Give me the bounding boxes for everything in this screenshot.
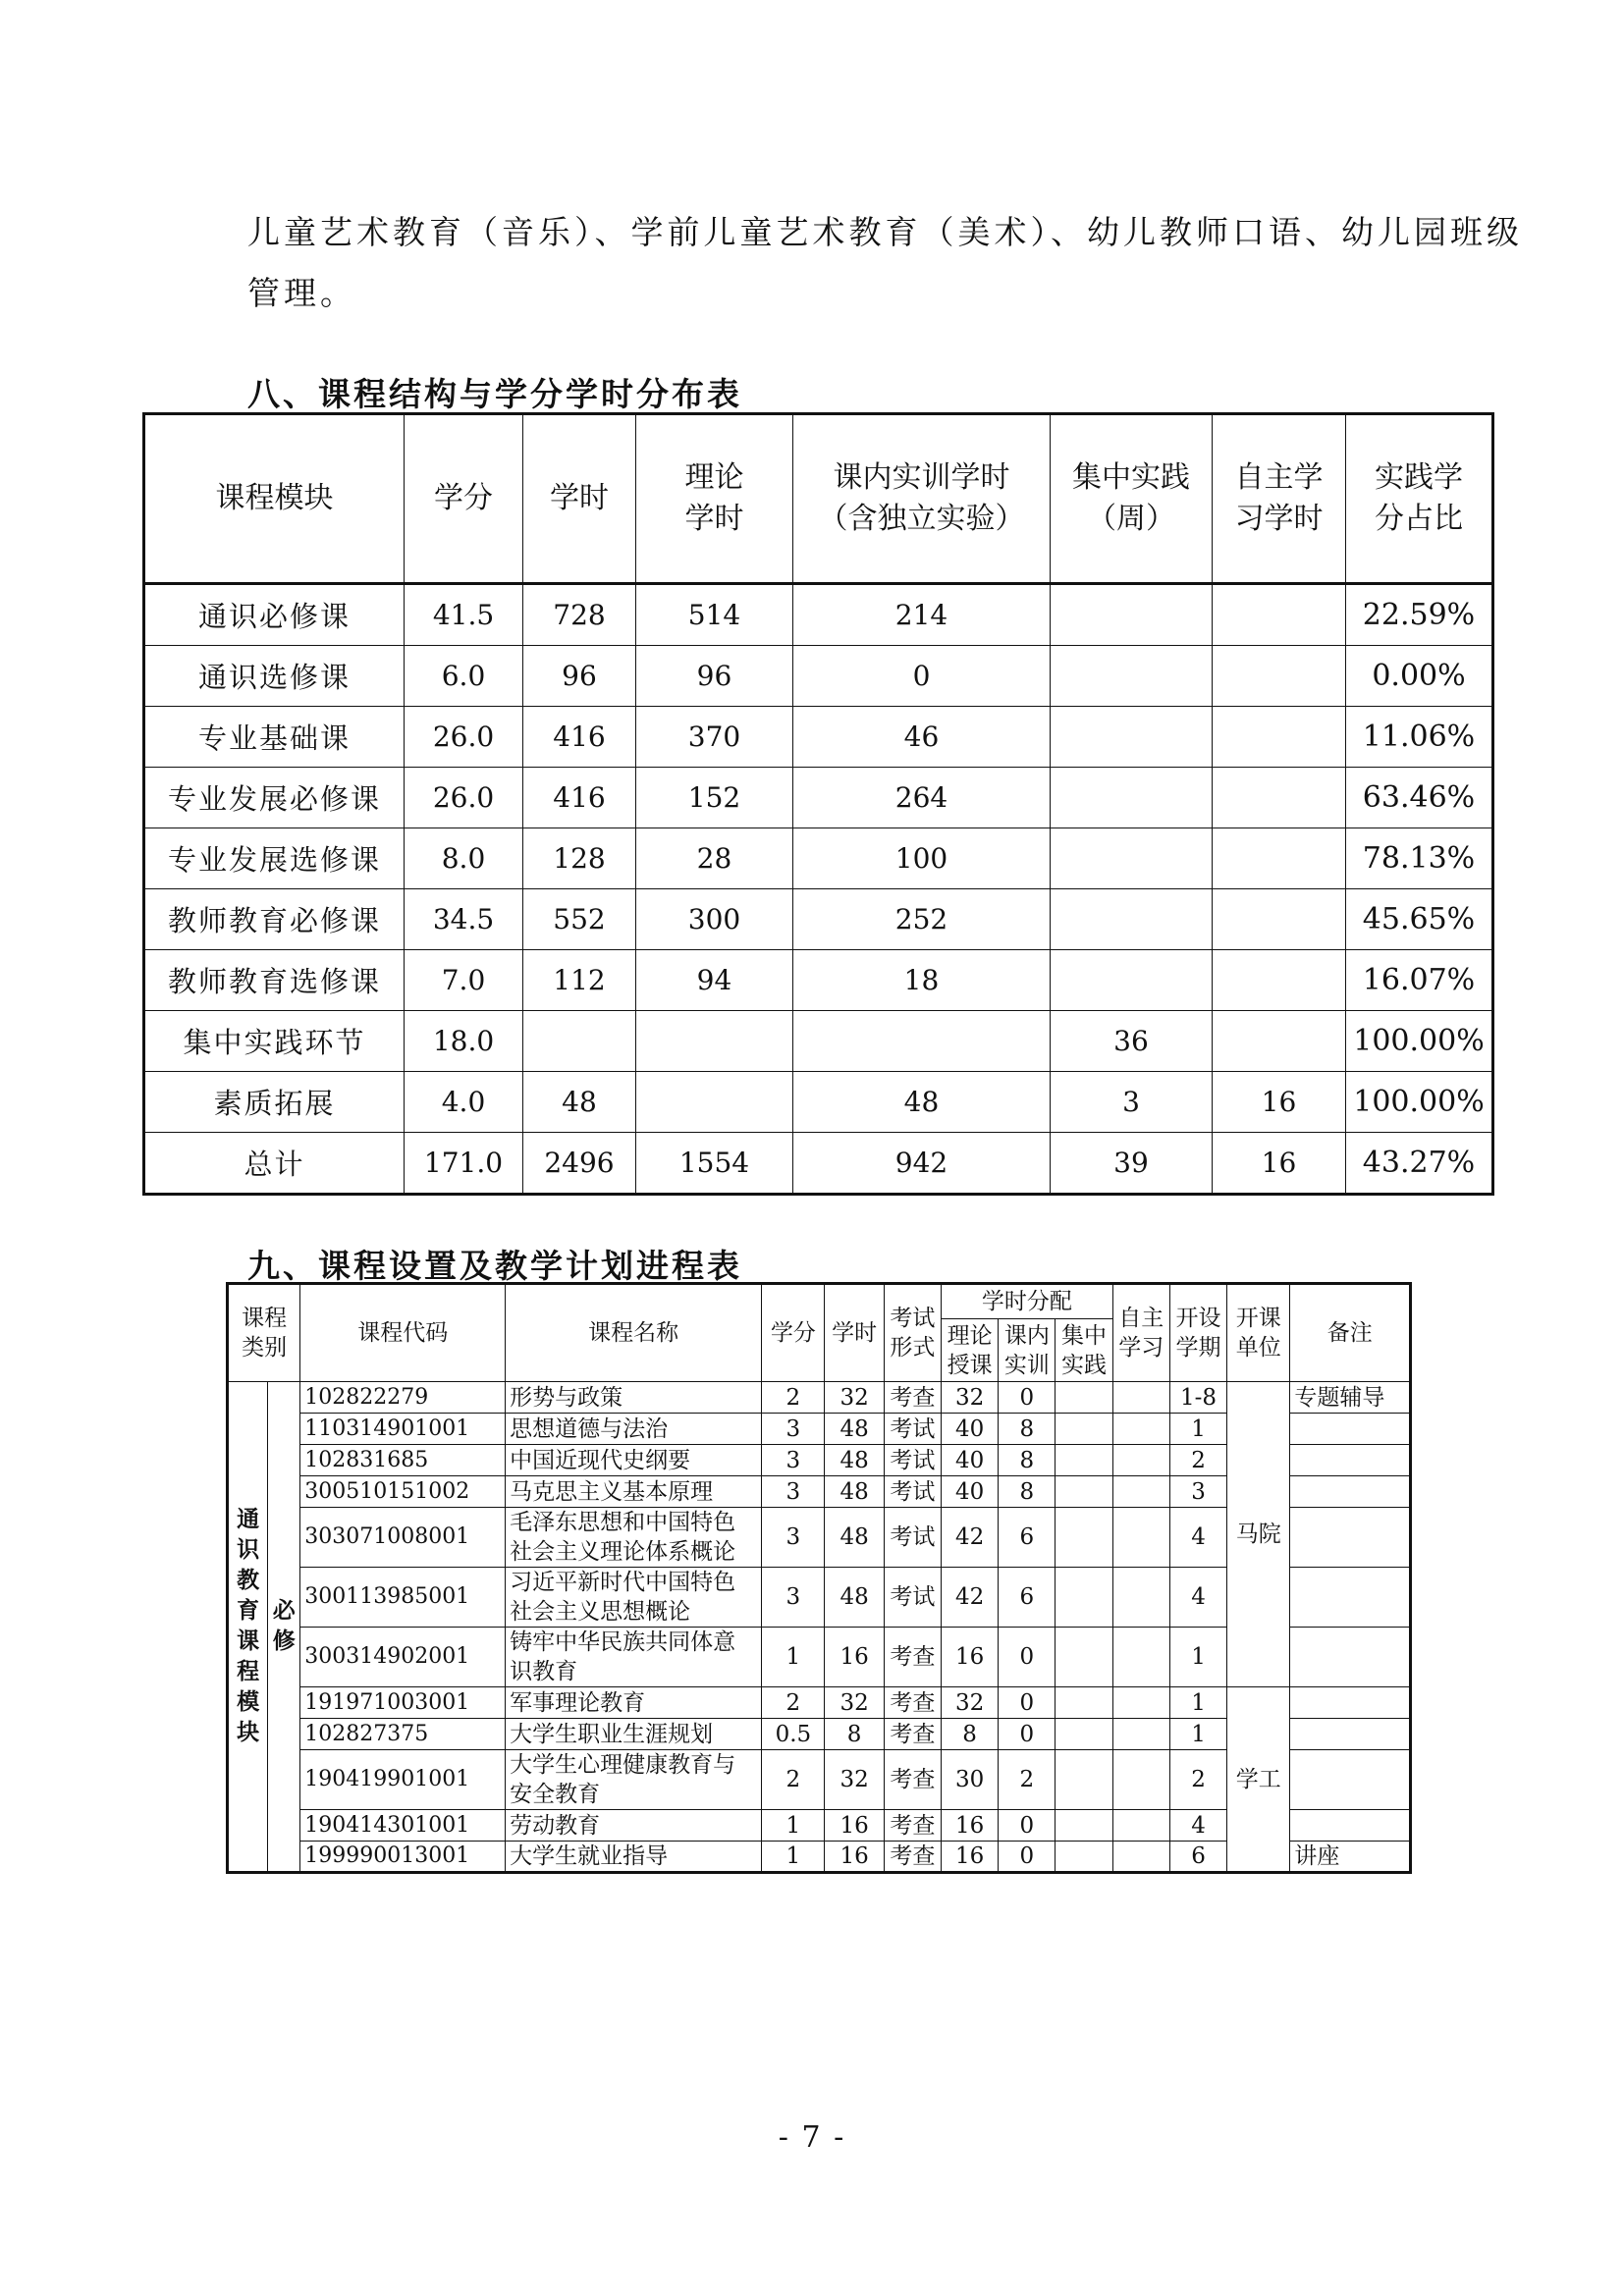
lab-cell: 8: [999, 1476, 1056, 1508]
lab-cell: 6: [999, 1508, 1056, 1568]
value-cell: [1051, 768, 1213, 828]
value-cell: 7.0: [405, 950, 523, 1011]
value-cell: 46: [793, 707, 1051, 768]
header-cell: 课内实训学时 （含独立实验）: [793, 414, 1051, 584]
credit-cell: 2: [762, 1382, 825, 1414]
value-cell: 6.0: [405, 646, 523, 707]
course-plan-table: [226, 1282, 1412, 1874]
value-cell: 63.46%: [1346, 768, 1493, 828]
exam-cell: 考查: [884, 1750, 941, 1810]
value-cell: 552: [523, 889, 636, 950]
course-code-cell: 300510151002: [300, 1476, 506, 1508]
value-cell: [1213, 768, 1346, 828]
practice-cell: [1056, 1750, 1112, 1810]
table-row: [144, 828, 1493, 889]
note-cell: [1290, 1414, 1411, 1445]
module-cell: 专业发展选修课: [144, 828, 405, 889]
self-study-cell: [1112, 1750, 1169, 1810]
exam-cell: 考试: [884, 1568, 941, 1628]
hours-cell: 32: [825, 1750, 884, 1810]
header-cell: 课程模块: [144, 414, 405, 584]
value-cell: [1051, 889, 1213, 950]
value-cell: 728: [523, 584, 636, 646]
hours-cell: 48: [825, 1476, 884, 1508]
value-cell: 16.07%: [1346, 950, 1493, 1011]
theory-cell: 32: [941, 1687, 998, 1719]
value-cell: 100: [793, 828, 1051, 889]
value-cell: 416: [523, 707, 636, 768]
theory-cell: 40: [941, 1414, 998, 1445]
note-cell: [1290, 1568, 1411, 1628]
value-cell: 100.00%: [1346, 1072, 1493, 1133]
section-8-title: 八、课程结构与学分学时分布表: [247, 375, 742, 413]
header-code: 课程代码: [300, 1284, 506, 1382]
value-cell: 252: [793, 889, 1051, 950]
value-cell: [636, 1011, 793, 1072]
value-cell: 171.0: [405, 1133, 523, 1195]
hours-cell: 48: [825, 1568, 884, 1628]
credit-cell: 1: [762, 1842, 825, 1873]
value-cell: 514: [636, 584, 793, 646]
course-code-cell: 190419901001: [300, 1750, 506, 1810]
note-cell: [1290, 1750, 1411, 1810]
lab-cell: 0: [999, 1687, 1056, 1719]
table-row: [144, 707, 1493, 768]
value-cell: 214: [793, 584, 1051, 646]
practice-cell: [1056, 1628, 1112, 1687]
category-main-cell: 通 识 教 育 课 程 模 块: [228, 1382, 268, 1873]
practice-cell: [1056, 1445, 1112, 1476]
practice-cell: [1056, 1476, 1112, 1508]
value-cell: 100.00%: [1346, 1011, 1493, 1072]
value-cell: [793, 1011, 1051, 1072]
course-code-cell: 300314902001: [300, 1628, 506, 1687]
value-cell: 11.06%: [1346, 707, 1493, 768]
hours-cell: 48: [825, 1508, 884, 1568]
value-cell: 26.0: [405, 707, 523, 768]
semester-cell: 1: [1169, 1719, 1226, 1750]
semester-cell: 2: [1169, 1750, 1226, 1810]
note-cell: 讲座: [1290, 1842, 1411, 1873]
self-study-cell: [1112, 1382, 1169, 1414]
table-row: [144, 889, 1493, 950]
value-cell: [1051, 707, 1213, 768]
table-row: [144, 584, 1493, 646]
credit-cell: 3: [762, 1508, 825, 1568]
value-cell: [1051, 828, 1213, 889]
exam-cell: 考查: [884, 1842, 941, 1873]
semester-cell: 4: [1169, 1508, 1226, 1568]
value-cell: 16: [1213, 1072, 1346, 1133]
page-number: - 7 -: [778, 2120, 846, 2155]
self-study-cell: [1112, 1508, 1169, 1568]
credit-cell: 2: [762, 1750, 825, 1810]
value-cell: 36: [1051, 1011, 1213, 1072]
section-9-title: 九、课程设置及教学计划进程表: [247, 1247, 742, 1285]
value-cell: [1051, 584, 1213, 646]
value-cell: 26.0: [405, 768, 523, 828]
table-row: [144, 1133, 1493, 1195]
department-cell: 马院: [1227, 1382, 1290, 1687]
lab-cell: 8: [999, 1445, 1056, 1476]
lab-cell: 0: [999, 1628, 1056, 1687]
course-code-cell: 303071008001: [300, 1508, 506, 1568]
course-code-cell: 191971003001: [300, 1687, 506, 1719]
module-cell: 教师教育选修课: [144, 950, 405, 1011]
value-cell: 0: [793, 646, 1051, 707]
module-cell: 专业发展必修课: [144, 768, 405, 828]
hours-cell: 48: [825, 1414, 884, 1445]
theory-cell: 42: [941, 1508, 998, 1568]
semester-cell: 4: [1169, 1568, 1226, 1628]
practice-cell: [1056, 1842, 1112, 1873]
module-cell: 专业基础课: [144, 707, 405, 768]
header-practice: 集中 实践: [1056, 1319, 1112, 1382]
note-cell: [1290, 1508, 1411, 1568]
self-study-cell: [1112, 1628, 1169, 1687]
value-cell: 45.65%: [1346, 889, 1493, 950]
theory-cell: 42: [941, 1568, 998, 1628]
theory-cell: 16: [941, 1842, 998, 1873]
table-row: [144, 768, 1493, 828]
note-cell: [1290, 1810, 1411, 1842]
value-cell: [1213, 950, 1346, 1011]
self-study-cell: [1112, 1687, 1169, 1719]
header-cell: 自主学 习学时: [1213, 414, 1346, 584]
value-cell: 416: [523, 768, 636, 828]
value-cell: 152: [636, 768, 793, 828]
credit-cell: 2: [762, 1687, 825, 1719]
theory-cell: 16: [941, 1810, 998, 1842]
course-name-cell: 铸牢中华民族共同体意 识教育: [506, 1628, 762, 1687]
note-cell: [1290, 1719, 1411, 1750]
course-code-cell: 102831685: [300, 1445, 506, 1476]
value-cell: [1213, 646, 1346, 707]
lab-cell: 0: [999, 1810, 1056, 1842]
semester-cell: 1: [1169, 1687, 1226, 1719]
header-allocation: 学时分配: [941, 1284, 1112, 1319]
practice-cell: [1056, 1810, 1112, 1842]
value-cell: [636, 1072, 793, 1133]
practice-cell: [1056, 1719, 1112, 1750]
value-cell: 28: [636, 828, 793, 889]
value-cell: [1213, 707, 1346, 768]
lab-cell: 0: [999, 1719, 1056, 1750]
practice-cell: [1056, 1414, 1112, 1445]
header-cell: 理论 学时: [636, 414, 793, 584]
value-cell: 16: [1213, 1133, 1346, 1195]
self-study-cell: [1112, 1568, 1169, 1628]
value-cell: 78.13%: [1346, 828, 1493, 889]
semester-cell: 6: [1169, 1842, 1226, 1873]
credit-cell: 3: [762, 1568, 825, 1628]
department-cell: 学工: [1227, 1687, 1290, 1873]
course-name-cell: 大学生职业生涯规划: [506, 1719, 762, 1750]
course-name-cell: 习近平新时代中国特色 社会主义思想概论: [506, 1568, 762, 1628]
theory-cell: 8: [941, 1719, 998, 1750]
table-row: [144, 1072, 1493, 1133]
note-cell: [1290, 1628, 1411, 1687]
value-cell: 0.00%: [1346, 646, 1493, 707]
practice-cell: [1056, 1687, 1112, 1719]
hours-cell: 32: [825, 1382, 884, 1414]
hours-cell: 16: [825, 1810, 884, 1842]
semester-cell: 4: [1169, 1810, 1226, 1842]
header-theory: 理论 授课: [941, 1319, 998, 1382]
header-cell: 学时: [523, 414, 636, 584]
header-lab: 课内 实训: [999, 1319, 1056, 1382]
category-sub-cell: 必 修: [268, 1382, 300, 1873]
lab-cell: 0: [999, 1842, 1056, 1873]
value-cell: [1213, 584, 1346, 646]
course-code-cell: 300113985001: [300, 1568, 506, 1628]
value-cell: 41.5: [405, 584, 523, 646]
hours-cell: 16: [825, 1842, 884, 1873]
hours-cell: 16: [825, 1628, 884, 1687]
hours-cell: 48: [825, 1445, 884, 1476]
course-code-cell: 190414301001: [300, 1810, 506, 1842]
note-cell: [1290, 1476, 1411, 1508]
lab-cell: 6: [999, 1568, 1056, 1628]
value-cell: 22.59%: [1346, 584, 1493, 646]
header-cell: 学分: [405, 414, 523, 584]
course-name-cell: 马克思主义基本原理: [506, 1476, 762, 1508]
value-cell: 48: [793, 1072, 1051, 1133]
self-study-cell: [1112, 1414, 1169, 1445]
module-cell: 通识必修课: [144, 584, 405, 646]
module-cell: 通识选修课: [144, 646, 405, 707]
header-semester: 开设 学期: [1169, 1284, 1226, 1382]
course-name-cell: 思想道德与法治: [506, 1414, 762, 1445]
header-department: 开课 单位: [1227, 1284, 1290, 1382]
self-study-cell: [1112, 1476, 1169, 1508]
exam-cell: 考查: [884, 1810, 941, 1842]
table-header-row: [228, 1284, 1411, 1319]
exam-cell: 考试: [884, 1414, 941, 1445]
exam-cell: 考试: [884, 1476, 941, 1508]
course-name-cell: 劳动教育: [506, 1810, 762, 1842]
value-cell: 128: [523, 828, 636, 889]
value-cell: 1554: [636, 1133, 793, 1195]
header-cell: 集中实践 （周）: [1051, 414, 1213, 584]
note-cell: [1290, 1687, 1411, 1719]
course-code-cell: 102827375: [300, 1719, 506, 1750]
module-cell: 教师教育必修课: [144, 889, 405, 950]
exam-cell: 考试: [884, 1508, 941, 1568]
lab-cell: 2: [999, 1750, 1056, 1810]
semester-cell: 1: [1169, 1414, 1226, 1445]
value-cell: 3: [1051, 1072, 1213, 1133]
table-header-row: [144, 414, 1493, 584]
self-study-cell: [1112, 1445, 1169, 1476]
course-code-cell: 110314901001: [300, 1414, 506, 1445]
table-row: [228, 1687, 1411, 1719]
hours-cell: 8: [825, 1719, 884, 1750]
course-name-cell: 军事理论教育: [506, 1687, 762, 1719]
practice-cell: [1056, 1568, 1112, 1628]
theory-cell: 16: [941, 1628, 998, 1687]
value-cell: 942: [793, 1133, 1051, 1195]
value-cell: 18: [793, 950, 1051, 1011]
value-cell: 4.0: [405, 1072, 523, 1133]
exam-cell: 考查: [884, 1382, 941, 1414]
theory-cell: 40: [941, 1476, 998, 1508]
table-row: [144, 646, 1493, 707]
value-cell: [1213, 889, 1346, 950]
value-cell: 264: [793, 768, 1051, 828]
header-credit: 学分: [762, 1284, 825, 1382]
semester-cell: 1-8: [1169, 1382, 1226, 1414]
value-cell: 43.27%: [1346, 1133, 1493, 1195]
credit-cell: 1: [762, 1628, 825, 1687]
semester-cell: 1: [1169, 1628, 1226, 1687]
note-cell: 专题辅导: [1290, 1382, 1411, 1414]
lab-cell: 8: [999, 1414, 1056, 1445]
theory-cell: 40: [941, 1445, 998, 1476]
practice-cell: [1056, 1508, 1112, 1568]
value-cell: 8.0: [405, 828, 523, 889]
value-cell: 48: [523, 1072, 636, 1133]
value-cell: [1213, 828, 1346, 889]
lab-cell: 0: [999, 1382, 1056, 1414]
credit-cell: 3: [762, 1476, 825, 1508]
course-code-cell: 102822279: [300, 1382, 506, 1414]
self-study-cell: [1112, 1810, 1169, 1842]
practice-cell: [1056, 1382, 1112, 1414]
value-cell: 96: [636, 646, 793, 707]
header-category: 课程 类别: [228, 1284, 300, 1382]
header-hours: 学时: [825, 1284, 884, 1382]
credit-cell: 0.5: [762, 1719, 825, 1750]
course-code-cell: 199990013001: [300, 1842, 506, 1873]
value-cell: [1051, 646, 1213, 707]
exam-cell: 考试: [884, 1445, 941, 1476]
table-row: [144, 1011, 1493, 1072]
value-cell: 2496: [523, 1133, 636, 1195]
intro-paragraph: [247, 202, 1523, 324]
header-note: 备注: [1290, 1284, 1411, 1382]
value-cell: [1213, 1011, 1346, 1072]
theory-cell: 32: [941, 1382, 998, 1414]
exam-cell: 考查: [884, 1719, 941, 1750]
header-name: 课程名称: [506, 1284, 762, 1382]
credit-cell: 3: [762, 1414, 825, 1445]
course-name-cell: 中国近现代史纲要: [506, 1445, 762, 1476]
note-cell: [1290, 1445, 1411, 1476]
value-cell: 34.5: [405, 889, 523, 950]
exam-cell: 考查: [884, 1687, 941, 1719]
value-cell: 96: [523, 646, 636, 707]
self-study-cell: [1112, 1842, 1169, 1873]
table-row: [228, 1382, 1411, 1414]
credit-cell: 1: [762, 1810, 825, 1842]
value-cell: [1051, 950, 1213, 1011]
credit-cell: 3: [762, 1445, 825, 1476]
value-cell: 39: [1051, 1133, 1213, 1195]
course-name-cell: 形势与政策: [506, 1382, 762, 1414]
hours-cell: 32: [825, 1687, 884, 1719]
header-cell: 实践学 分占比: [1346, 414, 1493, 584]
self-study-cell: [1112, 1719, 1169, 1750]
module-cell: 素质拓展: [144, 1072, 405, 1133]
header-self-study: 自主 学习: [1112, 1284, 1169, 1382]
value-cell: 112: [523, 950, 636, 1011]
theory-cell: 30: [941, 1750, 998, 1810]
value-cell: 370: [636, 707, 793, 768]
value-cell: 18.0: [405, 1011, 523, 1072]
course-name-cell: 大学生心理健康教育与 安全教育: [506, 1750, 762, 1810]
table-row: [144, 950, 1493, 1011]
paragraph-line: 管理。: [247, 274, 356, 312]
module-cell: 集中实践环节: [144, 1011, 405, 1072]
course-name-cell: 毛泽东思想和中国特色 社会主义理论体系概论: [506, 1508, 762, 1568]
value-cell: 94: [636, 950, 793, 1011]
value-cell: [523, 1011, 636, 1072]
value-cell: 300: [636, 889, 793, 950]
header-exam: 考试 形式: [884, 1284, 941, 1382]
module-cell: 总计: [144, 1133, 405, 1195]
credit-distribution-table: [142, 412, 1494, 1196]
semester-cell: 2: [1169, 1445, 1226, 1476]
exam-cell: 考查: [884, 1628, 941, 1687]
course-name-cell: 大学生就业指导: [506, 1842, 762, 1873]
paragraph-line: 儿童艺术教育（音乐）、学前儿童艺术教育（美术）、幼儿教师口语、幼儿园班级: [247, 213, 1523, 251]
semester-cell: 3: [1169, 1476, 1226, 1508]
